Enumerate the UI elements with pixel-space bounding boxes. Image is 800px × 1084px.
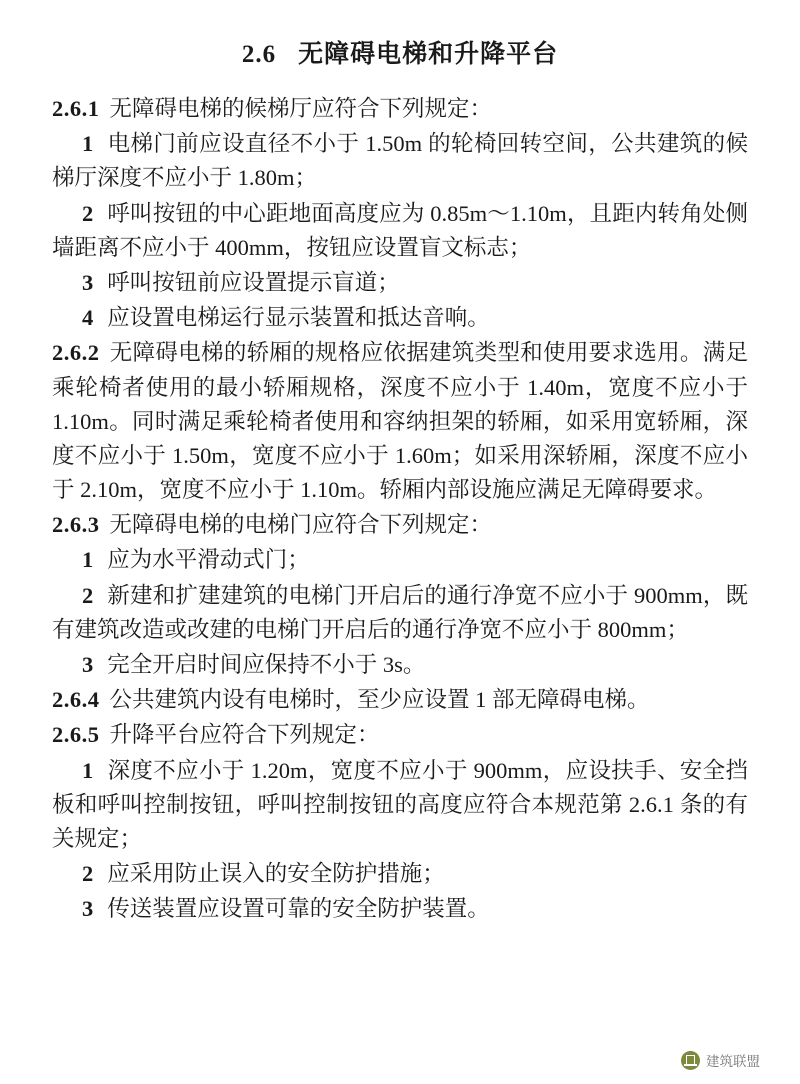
clause-text: 公共建筑内设有电梯时，至少应设置 1 部无障碍电梯。: [109, 687, 650, 713]
clause-2-6-2: [52, 336, 748, 507]
clause-2-6-1: [52, 92, 748, 126]
building-alliance-logo-icon: [681, 1051, 700, 1070]
item-2-6-5-1: [52, 754, 748, 857]
clause-2-6-5: [52, 718, 748, 752]
item-text: 深度不应小于 1.20m，宽度不应小于 900mm，应设扶手、安全挡板和呼叫控制按钮，呼叫控制按钮的高度应符合本规范第 2.6.1 条的有关规定；: [52, 757, 748, 851]
item-text: 完全开启时间应保持不小于 3s。: [107, 652, 426, 677]
clause-text: 无障碍电梯的轿厢的规格应依据建筑类型和使用要求选用。满足乘轮椅者使用的最小轿厢规格，深度不应小于 1.40m，宽度不应小于 1.10m。同时满足乘轮椅者使用和容纳担架的轿厢，如采用宽轿厢，深度不应小于 1.50m，宽度不应小于 1.60m；如采用深轿厢，深度不应小于 2.10m，宽度不应小于 1.10m。轿厢内部设施应满足无障碍要求。: [52, 340, 748, 503]
clause-2-6-4: [52, 683, 748, 717]
item-2-6-3-2: [52, 579, 748, 647]
item-number: 1: [82, 131, 94, 157]
clause-number: 2.6.5: [52, 722, 100, 748]
item-text: 应采用防止误入的安全防护措施；: [107, 861, 445, 887]
item-2-6-1-3: [52, 266, 748, 300]
item-text: 呼叫按钮前应设置提示盲道；: [107, 269, 400, 295]
clause-number: 2.6.1: [52, 96, 100, 121]
item-number: 1: [82, 757, 94, 783]
page-title-text: 无障碍电梯和升降平台: [298, 41, 559, 68]
item-2-6-1-4: [52, 301, 748, 335]
item-number: 3: [82, 269, 94, 295]
footer-watermark: [681, 1050, 760, 1070]
item-2-6-3-1: [52, 543, 748, 577]
clause-text: 无障碍电梯的候梯厅应符合下列规定：: [109, 96, 493, 121]
clause-text: 升降平台应符合下列规定：: [109, 722, 380, 748]
item-number: 3: [82, 896, 94, 922]
item-text: 传送装置应设置可靠的安全防护装置。: [107, 896, 490, 922]
clause-text: 无障碍电梯的电梯门应符合下列规定：: [109, 512, 493, 538]
item-number: 3: [82, 652, 94, 677]
page-title-number: 2.6: [241, 41, 277, 68]
page-title: [52, 34, 748, 70]
item-text: 电梯门前应设直径不小于 1.50m 的轮椅回转空间，公共建筑的候梯厅深度不应小于 1.80m；: [52, 131, 748, 191]
item-text: 应设置电梯运行显示装置和抵达音响。: [107, 305, 490, 331]
item-text: 新建和扩建建筑的电梯门开启后的通行净宽不应小于 900mm，既有建筑改造或改建的电梯门开启后的通行净宽不应小于 800mm；: [52, 582, 748, 642]
item-2-6-5-2: [52, 857, 748, 891]
footer-watermark-label: 建筑联盟: [706, 1054, 760, 1069]
clause-number: 2.6.2: [52, 340, 100, 366]
clause-2-6-3: [52, 508, 748, 542]
item-text: 应为水平滑动式门；: [107, 547, 310, 573]
item-2-6-1-2: [52, 197, 748, 265]
item-number: 4: [82, 305, 94, 331]
clause-number: 2.6.3: [52, 512, 100, 538]
item-number: 1: [82, 547, 94, 573]
item-2-6-3-3: [52, 648, 748, 682]
clause-number: 2.6.4: [52, 687, 100, 713]
item-text: 呼叫按钮的中心距地面高度应为 0.85m～1.10m，且距内转角处侧墙距离不应小于 400mm，按钮应设置盲文标志；: [52, 200, 748, 260]
item-number: 2: [82, 861, 94, 887]
item-number: 2: [82, 582, 94, 608]
item-2-6-5-3: [52, 892, 748, 926]
item-2-6-1-1: [52, 127, 748, 195]
item-number: 2: [82, 200, 94, 226]
